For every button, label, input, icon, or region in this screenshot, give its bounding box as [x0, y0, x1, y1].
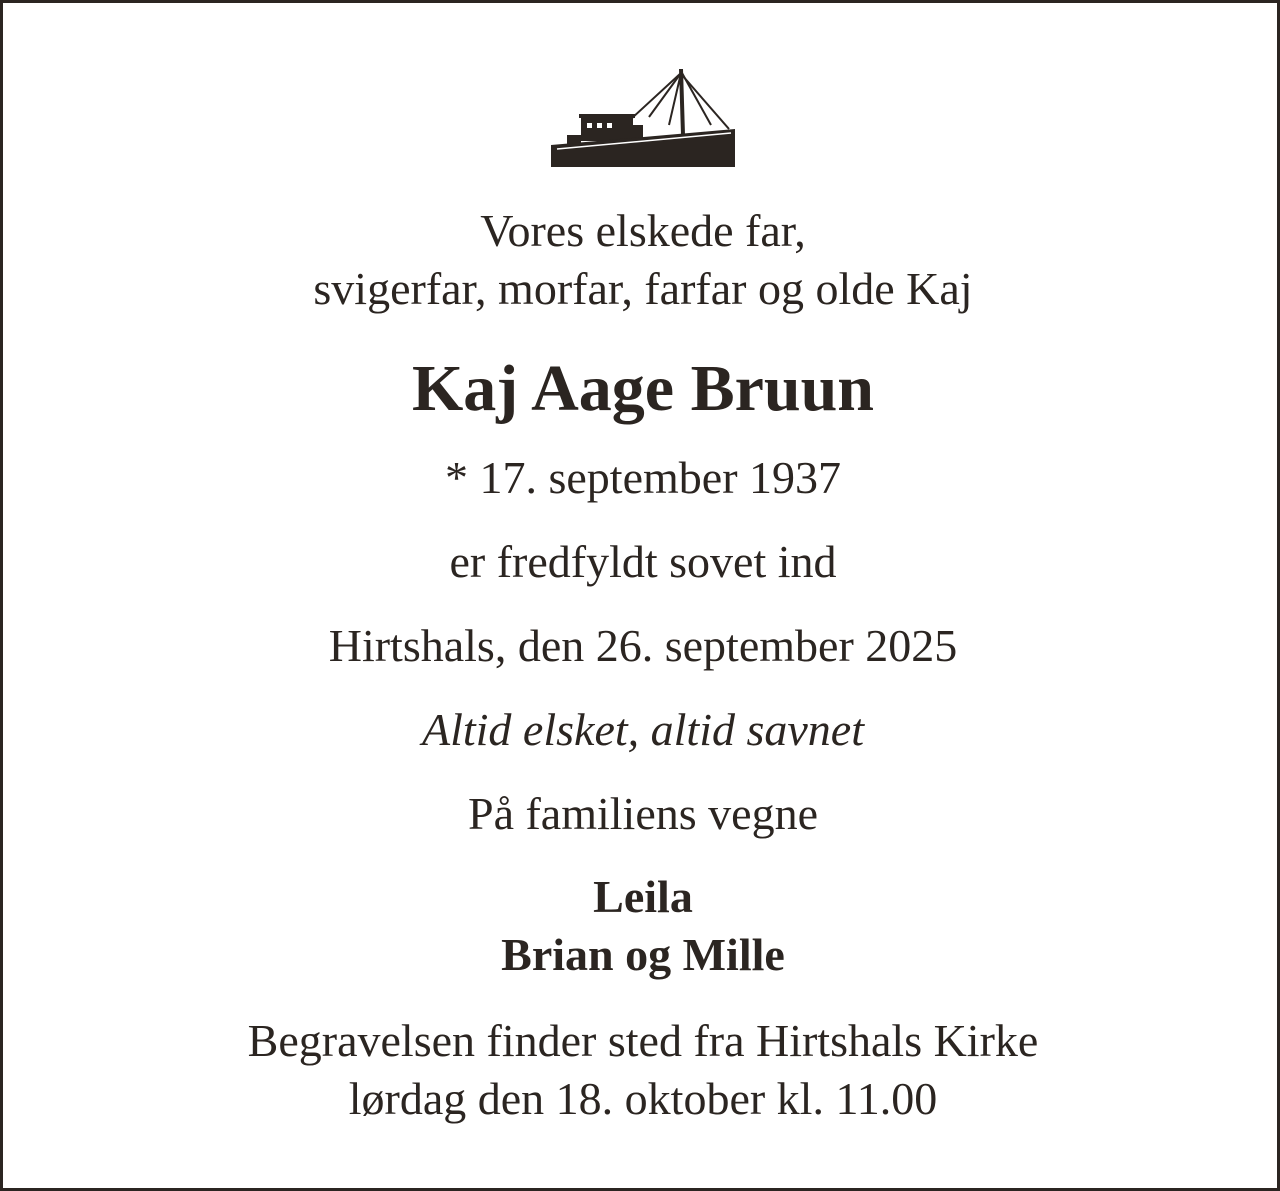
motto: Altid elsket, altid savnet	[421, 704, 864, 755]
signature-line-1: Leila	[593, 871, 693, 922]
signature-line-2: Brian og Mille	[501, 929, 785, 980]
fishing-boat-icon	[549, 67, 739, 171]
place-and-date: Hirtshals, den 26. september 2025	[328, 620, 958, 671]
passed-statement: er fredfyldt sovet ind	[449, 536, 837, 587]
funeral-info-line-1: Begravelsen finder sted fra Hirtshals Kirke	[247, 1015, 1039, 1066]
intro-line-1: Vores elskede far,	[480, 205, 806, 256]
on-behalf-line: På familiens vegne	[467, 788, 818, 839]
intro-line-2: svigerfar, morfar, farfar og olde Kaj	[313, 263, 973, 314]
birth-date: * 17. september 1937	[444, 452, 842, 503]
funeral-info-line-2: lørdag den 18. oktober kl. 11.00	[348, 1073, 938, 1124]
deceased-name: Kaj Aage Bruun	[411, 352, 875, 425]
